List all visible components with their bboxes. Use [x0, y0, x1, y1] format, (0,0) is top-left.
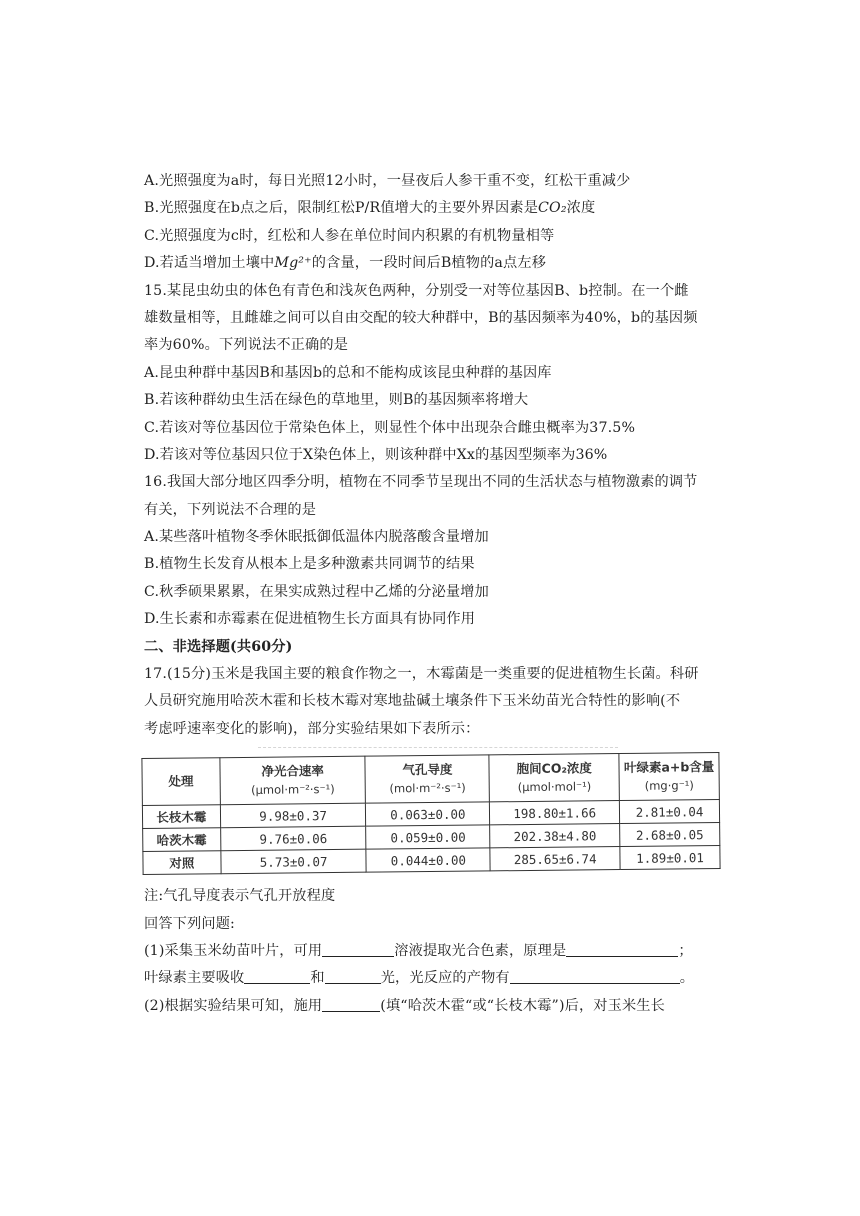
- section-heading: 二、非选择题(共60分): [144, 638, 293, 655]
- q15-option-c: C.若该对等位基因位于常染色体上，则显性个体中出现杂合雌虫概率为37.5%: [144, 419, 636, 436]
- mg-formula: Mg²⁺: [274, 255, 312, 272]
- q14-option-d: D.若适当增加土壤中Mg²⁺的含量，一段时间后B植物的a点左移: [144, 255, 547, 272]
- answer-blank-products[interactable]: [510, 969, 680, 984]
- table-cell: 0.059±0.00: [366, 825, 490, 849]
- answer-blank-light-2[interactable]: [325, 969, 381, 984]
- table-cell: 长枝木霉: [142, 805, 220, 829]
- q15-stem-line-3: 率为60%。下列说法不正确的是: [144, 337, 349, 354]
- header-intercellular-co2: 胞间CO₂浓度 (μmol·mol⁻¹): [489, 754, 619, 802]
- header-stomatal-conductance: 气孔导度 (mol·m⁻²·s⁻¹): [365, 755, 489, 803]
- q17-stem-line-3: 考虑呼速率变化的影响)，部分实验结果如下表所示：: [144, 720, 480, 737]
- q16-option-c: C.秋季硕果累累，在果实成熟过程中乙烯的分泌量增加: [144, 583, 489, 600]
- q16-option-d: D.生长素和赤霉素在促进植物生长方面具有协同作用: [144, 611, 476, 628]
- table-cell: 0.063±0.00: [366, 802, 490, 826]
- header-net-photosynthesis: 净光合速率 (μmol·m⁻²·s⁻¹): [220, 756, 366, 805]
- answer-prompt: 回答下列问题:: [144, 915, 235, 932]
- q15-stem-line-1: 15.某昆虫幼虫的体色有青色和浅灰色两种，分别受一对等位基因B、b控制。在一个雌: [144, 282, 689, 299]
- table-cell: 5.73±0.07: [221, 849, 367, 874]
- answer-blank-fungus[interactable]: [322, 997, 380, 1012]
- q16-option-a: A.某些落叶植物冬季休眠抵御低温体内脱落酸含量增加: [144, 529, 489, 546]
- answer-blank-light-1[interactable]: [244, 969, 310, 984]
- q14-option-c: C.光照强度为c时，红松和人参在单位时间内积累的有机物量相等: [144, 227, 555, 244]
- q17-part-1-line-1: (1)采集玉米幼苗叶片，可用 溶液提取光合色素，原理是 ；: [144, 942, 693, 959]
- header-chlorophyll: 叶绿素a+b含量 (mg·g⁻¹): [619, 753, 719, 801]
- table-cell: 202.38±4.80: [490, 824, 620, 848]
- q17-part-1-line-2: 叶绿素主要吸收 和 光，光反应的产物有 。: [144, 970, 695, 987]
- q14-option-b: B.光照强度在b点之后，限制红松P/R值增大的主要外界因素是CO₂浓度: [144, 200, 596, 217]
- answer-blank-principle[interactable]: [566, 942, 678, 957]
- table-cell: 9.76±0.06: [220, 826, 366, 851]
- q16-stem-line-1: 16.我国大部分地区四季分明，植物在不同季节呈现出不同的生活状态与植物激素的调节: [144, 474, 698, 491]
- q14-option-a: A.光照强度为a时，每日光照12小时，一昼夜后人参干重不变，红松干重减少: [144, 173, 631, 189]
- table-cell: 1.89±0.01: [620, 846, 720, 870]
- q16-stem-line-2: 有关，下列说法不合理的是: [144, 501, 317, 518]
- table-cell: 2.68±0.05: [620, 823, 720, 847]
- table-row: [143, 846, 720, 875]
- co2-formula: CO₂: [538, 200, 567, 217]
- table-cell: 9.98±0.37: [220, 803, 366, 828]
- q16-option-b: B.植物生长发育从根本上是多种激素共同调节的结果: [144, 556, 475, 573]
- q15-stem-line-2: 雄数量相等，且雌雄之间可以自由交配的较大种群中，B的基因频率为40%，b的基因频: [144, 309, 698, 326]
- q15-option-d: D.若该对等位基因只位于X染色体上，则该种群中Xx的基因型频率为36%: [144, 446, 608, 463]
- results-table-image: [138, 747, 726, 881]
- table-cell: 0.044±0.00: [366, 848, 490, 872]
- table-cell: 285.65±6.74: [490, 847, 620, 871]
- q15-option-a: A.昆虫种群中基因B和基因b的总和不能构成该昆虫种群的基因库: [144, 364, 552, 381]
- q17-part-2-line-1: (2)根据实验结果可知，施用 (填“哈茨木霍“或“长枝木霉”)后，对玉米生长: [144, 997, 665, 1014]
- header-treatment: 处理: [142, 758, 220, 806]
- table-header-row: [142, 753, 719, 806]
- answer-blank-solvent[interactable]: [322, 942, 394, 957]
- table-note: 注:气孔导度表示气孔开放程度: [144, 888, 336, 905]
- table-cell: 对照: [143, 851, 221, 875]
- results-table: [141, 752, 720, 875]
- table-cell: 198.80±1.66: [490, 801, 620, 825]
- table-cell: 哈茨木霉: [143, 828, 221, 852]
- q17-stem-line-1: 17.(15分)玉米是我国主要的粮食作物之一，木霉菌是一类重要的促进植物生长菌。科研: [144, 666, 699, 683]
- table-cell: 2.81±0.04: [619, 800, 719, 824]
- q17-stem-line-2: 人员研究施用哈茨木霍和长枝木霉对寒地盐碱土壤条件下玉米幼苗光合特性的影响(不: [144, 693, 681, 710]
- q15-option-b: B.若该种群幼虫生活在绿色的草地里，则B的基因频率将增大: [144, 392, 529, 409]
- exam-page: [144, 168, 724, 1020]
